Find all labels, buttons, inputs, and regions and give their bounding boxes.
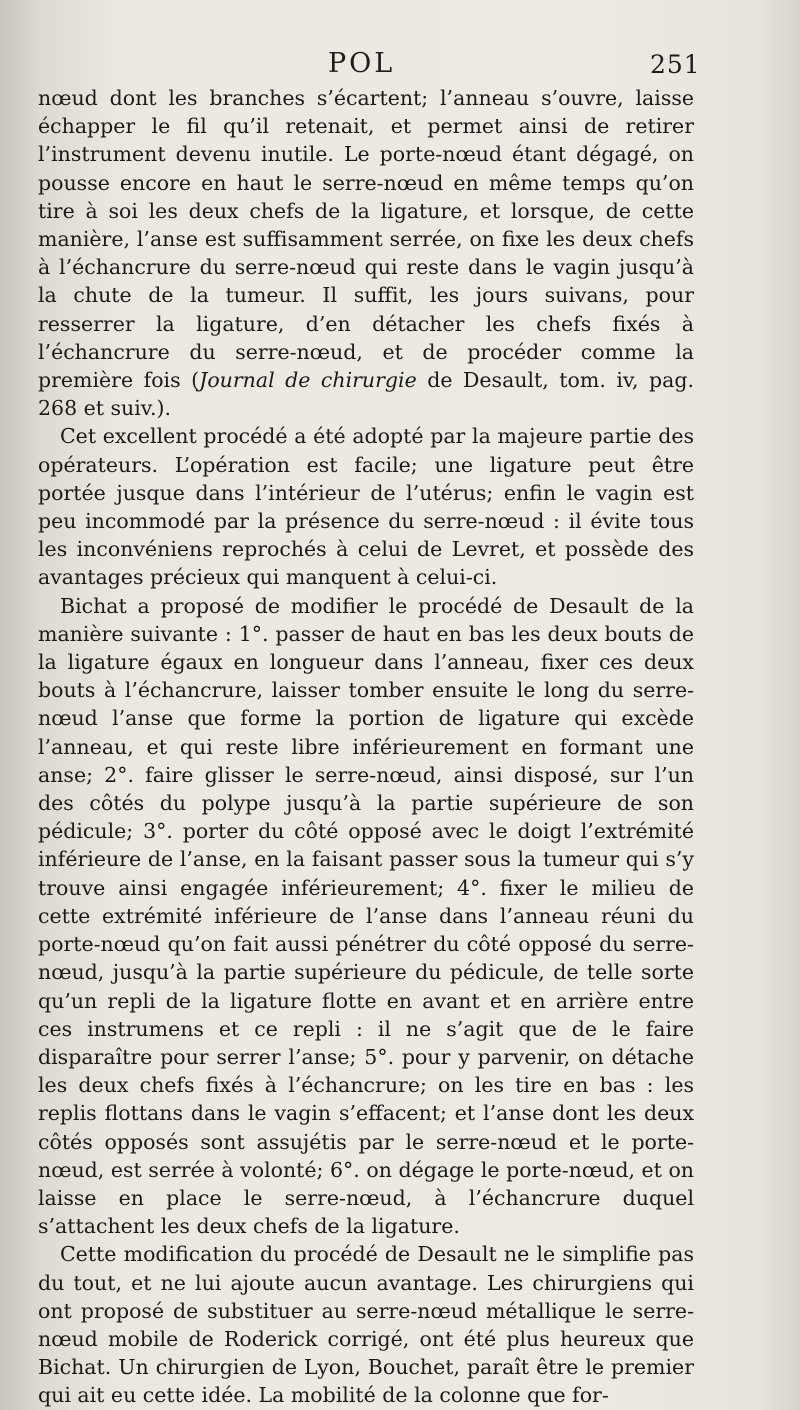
paragraph-bichat-modification: Bichat a proposé de modifier le procédé de Desault de la manière suivante : 1°. passer de haut en bas les deux bouts de la ligature égaux en longueur dans l’anneau, fixer ces deux bouts à l’échancrure, laisser tomber ensuite le long du serre-nœud l’anse que forme la portion de ligature qui excède l’anneau, et qui reste libre inférieurement en formant une anse; 2°. faire glisser le serre-nœud, ainsi disposé, sur l’un des côtés du polype jusqu’à la partie supérieure de son pédicule; 3°. porter du côté opposé avec le doigt l’extrémité inférieure de l’anse, en la faisant passer sous la tumeur qui s’y trouve ainsi engagée inférieurement; 4°. fixer le milieu de cette extrémité inférieure de l’anse dans l’anneau réuni du porte-nœud qu’on fait aussi pénétrer du côté opposé du serre-nœud, jusqu’à la partie supérieure du pédicule, de telle sorte qu’un repli de la ligature flotte en avant et en arrière entre ces instrumens et ce repli : il ne s’agit que de le faire disparaître pour serrer l’anse; 5°. pour y parvenir, on détache les deux chefs fixés à l’échancrure; on les tire en bas : les replis flottans dans le vagin s’effacent; et l’anse dont les deux côtés opposés sont assujétis par le serre-nœud et le porte-nœud, est serrée à volonté; 6°. on dégage le porte-nœud, et on laisse en place le serre-nœud, à l’échancrure duquel s’attachent les deux chefs de la ligature. — [38, 593, 694, 1239]
running-head: POL — [328, 48, 396, 79]
paragraph-text: nœud dont les branches s’écartent; l’anneau s’ouvre, laisse échapper le fil qu’il retenait, et permet ainsi de retirer l’instrument devenu inutile. Le porte-nœud étant dégagé, on pousse encore en haut le serre-nœud en même temps qu’on tire à soi les deux chefs de la ligature, et lorsque, de cette manière, l’anse est suffisamment serrée, on fixe les deux chefs à l’échancrure du serre-nœud qui reste dans le vagin jusqu’à la chute de la tumeur. Il suffit, les jours suivans, pour resserrer la ligature, d’en détacher les chefs fixés à l’échancrure du serre-nœud, et de procéder comme la première fois ( — [38, 86, 694, 393]
paragraph-desault-procedure: Cet excellent procédé a été adopté par la majeure partie des opérateurs. L’opération est facile; une ligature peut être portée jusque dans l’intérieur de l’utérus; enfin le vagin est peu incommodé par la présence du serre-nœud : il évite tous les inconvéniens reprochés à celui de Levret, et possède des avantages précieux qui manquent à celui-ci. — [38, 424, 694, 590]
paragraph-continuation — [38, 84, 694, 422]
page-header — [0, 48, 800, 88]
paragraph-roderick-serre-noeud: Cette modification du procédé de Desault ne le simplifie pas du tout, et ne lui ajoute aucun avantage. Les chirurgiens qui ont proposé de substituer au serre-nœud métallique le serre-nœud mobile de Roderick corrigé, ont été plus heureux que Bichat. Un chirurgien de Lyon, Bouchet, paraît être le premier qui ait eu cette idée. La mobilité de la colonne que for- — [38, 1242, 694, 1408]
journal-title: Journal de chirurgie — [199, 368, 417, 393]
paragraph-text-end: de Desault, tom. iv, pag. 268 et suiv.). — [38, 368, 695, 421]
page-number: 251 — [650, 50, 701, 79]
page-body — [38, 84, 694, 1410]
